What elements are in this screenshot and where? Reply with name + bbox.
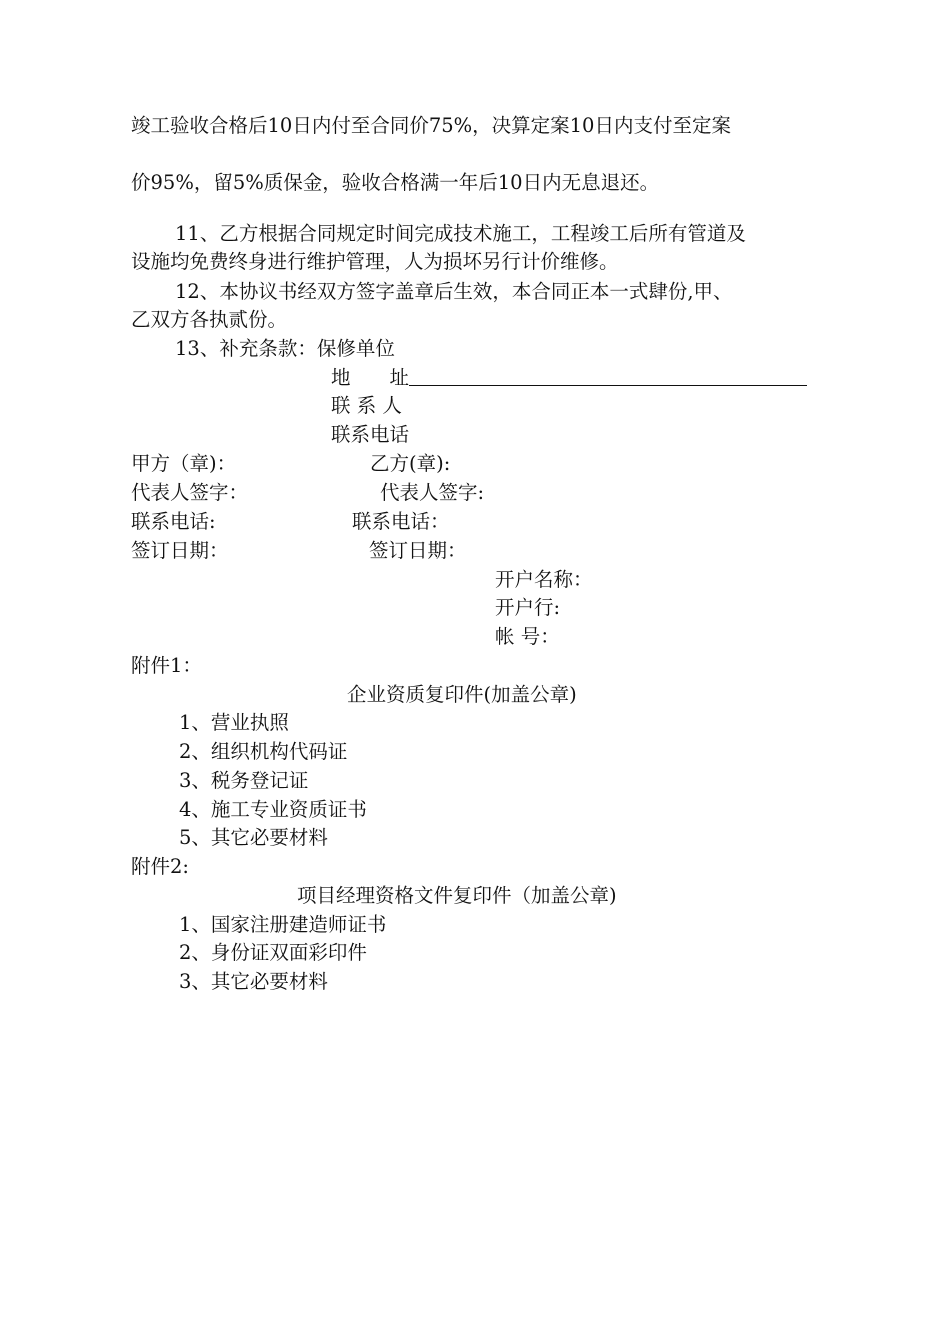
clause-11-line-1: 11、乙方根据合同规定时间完成技术施工，工程竣工后所有管道及 <box>175 222 746 245</box>
contact-phone-label: 联系电话 <box>331 423 410 446</box>
attachment-2-item: 3、其它必要材料 <box>179 970 328 993</box>
bank-account-no-label: 帐 号： <box>495 625 560 648</box>
attachment-2-item: 1、国家注册建造师证书 <box>179 913 387 936</box>
attachment-2-label: 附件2: <box>131 855 189 878</box>
party-a-date-label: 签订日期： <box>131 539 229 562</box>
address-blank-line <box>409 365 807 386</box>
party-b-date-label: 签订日期： <box>369 539 467 562</box>
party-b-rep-label: 代表人签字: <box>380 481 485 504</box>
bank-name-label: 开户行: <box>495 596 561 619</box>
clause-13-heading: 13、补充条款：保修单位 <box>175 337 395 360</box>
attachment-2-title: 项目经理资格文件复印件（加盖公章) <box>297 884 617 907</box>
attachment-1-item: 3、税务登记证 <box>179 769 309 792</box>
payment-text-line-2: 价95%，留5%质保金，验收合格满一年后10日内无息退还。 <box>131 171 660 194</box>
clause-12-line-1: 12、本协议书经双方签字盖章后生效，本合同正本一式肆份,甲、 <box>175 280 733 303</box>
address-row <box>331 364 807 392</box>
party-a-phone-label: 联系电话: <box>131 510 216 533</box>
attachment-1-title: 企业资质复印件(加盖公章) <box>347 683 577 706</box>
party-b-seal-label: 乙方(章): <box>370 452 451 475</box>
attachment-2-item: 2、身份证双面彩印件 <box>179 941 367 964</box>
clause-11-line-2: 设施均免费终身进行维护管理，人为损坏另行计价维修。 <box>131 250 619 273</box>
party-a-rep-label: 代表人签字： <box>131 481 249 504</box>
attachment-1-item: 4、施工专业资质证书 <box>179 798 367 821</box>
attachment-1-item: 2、组织机构代码证 <box>179 740 348 763</box>
payment-text-line-1: 竣工验收合格后10日内付至合同价75%，决算定案10日内支付至定案 <box>131 114 731 137</box>
clause-12-line-2: 乙双方各执贰份。 <box>131 308 288 331</box>
party-a-seal-label: 甲方（章)： <box>131 452 237 475</box>
bank-account-name-label: 开户名称： <box>495 568 593 591</box>
attachment-1-item: 1、营业执照 <box>179 711 289 734</box>
attachment-1-item: 5、其它必要材料 <box>179 826 328 849</box>
party-b-phone-label: 联系电话： <box>352 510 450 533</box>
contact-person-label: 联 系 人 <box>331 394 402 417</box>
address-label: 地 址 <box>331 366 410 389</box>
attachment-1-label: 附件1： <box>131 654 202 677</box>
